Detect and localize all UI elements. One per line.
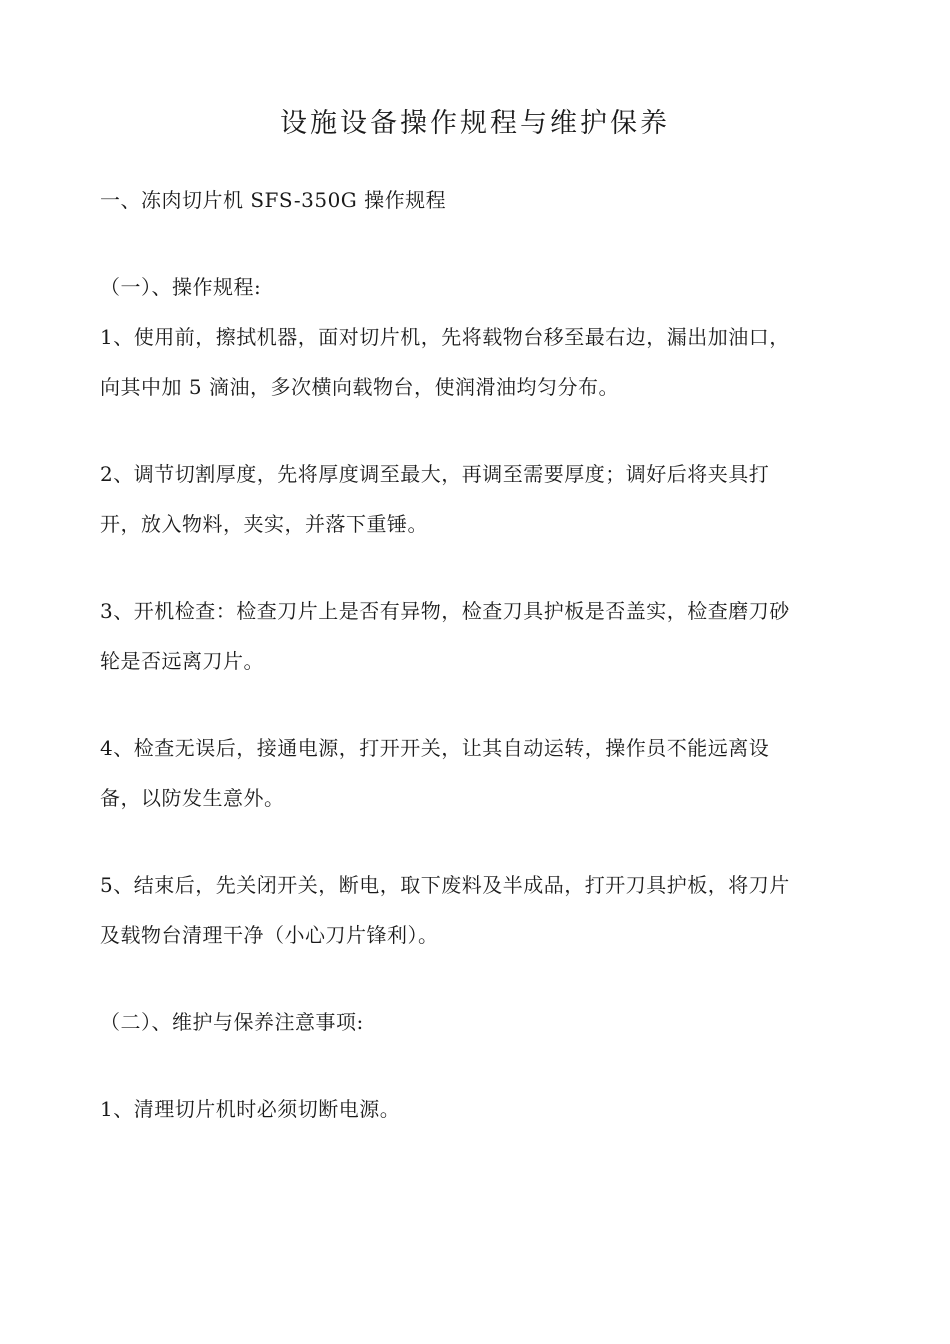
section-heading: 一、冻肉切片机 SFS-350G 操作规程 [100,188,447,212]
step-1-line-1: 1、使用前，擦拭机器，面对切片机，先将载物台移至最右边，漏出加油口， [100,325,790,349]
step-2-line-2: 开，放入物料，夹实，并落下重锤。 [100,512,428,536]
subsection-heading-maintenance: （二）、维护与保养注意事项: [100,1010,364,1034]
step-5-line-2: 及载物台清理干净（小心刀片锋利）。 [100,923,439,947]
step-2-line-1: 2、调节切割厚度，先将厚度调至最大，再调至需要厚度；调好后将夹具打 [100,462,770,486]
step-4-line-1: 4、检查无误后，接通电源，打开开关，让其自动运转，操作员不能远离设 [100,736,770,760]
step-1-line-2: 向其中加 5 滴油，多次横向载物台，使润滑油均匀分布。 [100,375,619,399]
maintenance-item-1: 1、清理切片机时必须切断电源。 [100,1097,401,1121]
step-4-line-2: 备，以防发生意外。 [100,786,285,810]
step-3-line-2: 轮是否远离刀片。 [100,649,264,673]
step-5-line-1: 5、结束后，先关闭开关，断电，取下废料及半成品，打开刀具护板，将刀片 [100,873,790,897]
subsection-heading-operation: （一）、操作规程: [100,275,262,299]
document-title: 设施设备操作规程与维护保养 [280,108,670,139]
step-3-line-1: 3、开机检查：检查刀片上是否有异物，检查刀具护板是否盖实，检查磨刀砂 [100,599,790,623]
